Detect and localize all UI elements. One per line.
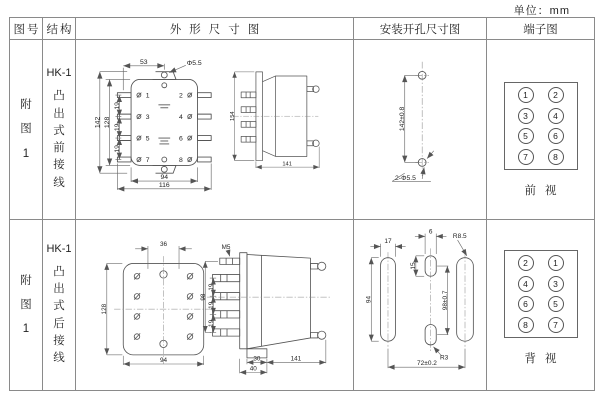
terminal-pin: 5	[548, 296, 564, 312]
dim-94: 94	[159, 357, 168, 365]
pin-number: 6	[178, 135, 183, 143]
terminal-pin: 1	[518, 87, 534, 103]
terminal-pin: 4	[518, 276, 534, 292]
dim-36: 36	[159, 241, 168, 249]
dim-53: 53	[139, 58, 148, 66]
dim-94: 94	[160, 174, 169, 182]
relay-front-view-drawing	[92, 56, 219, 193]
terminal-diagram	[504, 250, 578, 338]
terminal-pin: 7	[548, 317, 564, 333]
dim-128: 128	[100, 303, 108, 315]
row2-install-cell	[354, 220, 487, 390]
dim-phi55: Φ5.5	[186, 59, 202, 67]
dim-6: 6	[428, 228, 433, 236]
dim-98-07: 98±0.7	[441, 290, 449, 311]
pin-number: 5	[145, 135, 150, 143]
drill-plan-drawing	[362, 228, 478, 375]
fig-no-text: 附图1	[20, 99, 32, 160]
dim-hole-spacing: 142±0.8	[398, 106, 406, 132]
pin-number: 1	[145, 92, 150, 100]
dim-15: 15	[409, 262, 417, 270]
dim-128: 128	[104, 116, 112, 129]
install-dimensions	[392, 75, 434, 182]
dim-r85: R8.5	[452, 233, 467, 241]
row1-terminal-cell	[487, 40, 594, 220]
row1-outline-cell	[76, 40, 354, 220]
header-structure: 结构	[43, 18, 76, 40]
row2-fig-no	[10, 220, 43, 390]
relay-rear-side-view-drawing	[198, 240, 334, 376]
terminal-diagram	[504, 82, 578, 170]
dim-40: 40	[249, 365, 257, 373]
relay-side-view-drawing	[228, 62, 320, 170]
unit-label: 单位：mm	[513, 5, 570, 17]
terminal-studs	[241, 92, 256, 142]
terminal-pin: 6	[548, 128, 564, 144]
dim-141: 141	[282, 161, 292, 168]
terminal-pin: 1	[548, 255, 564, 271]
dim-19: 19	[207, 283, 215, 291]
spec-table	[9, 17, 595, 391]
dim-154: 154	[230, 111, 237, 121]
pin-numbers	[146, 93, 183, 164]
header-fig-no: 图号	[10, 18, 43, 40]
dim-19: 19	[207, 301, 215, 309]
row1-install-cell	[354, 40, 487, 220]
front-dimensions	[94, 59, 211, 190]
terminal-pin: 2	[518, 255, 534, 271]
dim-19: 19	[113, 102, 121, 110]
terminal-pin: 7	[518, 149, 534, 165]
dim-142: 142	[94, 116, 102, 129]
rear-side-dimensions	[200, 244, 326, 373]
pin-number: 2	[178, 92, 183, 100]
pin-number: 4	[178, 114, 183, 122]
back-dimensions	[101, 241, 204, 365]
dim-116: 116	[158, 181, 170, 189]
dim-19: 19	[113, 145, 121, 153]
dim-hole-size: 2-Φ5.5	[395, 174, 416, 182]
view-label: 前视	[524, 185, 566, 197]
structure-text: 凸出式前接线	[53, 90, 65, 189]
terminal-pin: 2	[548, 87, 564, 103]
header-install: 安装开孔尺寸图	[354, 18, 487, 40]
pin-number: 7	[145, 156, 150, 164]
header-outline: 外形尺寸图	[76, 18, 354, 40]
contact-symbols	[158, 105, 170, 144]
pin-number: 8	[178, 156, 183, 164]
mounting-slots	[381, 256, 474, 345]
dim-19: 19	[113, 123, 121, 132]
screw-symbols	[137, 93, 192, 162]
dim-17: 17	[384, 237, 392, 245]
dim-30: 30	[253, 355, 261, 363]
drill-plan-drawing	[366, 54, 458, 185]
row2-terminal-cell	[487, 220, 594, 390]
row2-structure	[43, 220, 76, 390]
fig-no-text: 附图1	[20, 274, 32, 336]
dim-r3: R3	[439, 354, 449, 362]
terminal-pin: 8	[518, 317, 534, 333]
model-text: HK-1	[46, 242, 72, 255]
terminal-pin: 6	[518, 296, 534, 312]
dim-141: 141	[290, 355, 302, 363]
model-text: HK-1	[46, 67, 72, 80]
row1-structure	[43, 40, 76, 220]
header-terminal: 端子图	[487, 18, 594, 40]
terminal-pin: 3	[518, 108, 534, 124]
row2-outline-cell	[76, 220, 354, 390]
terminal-pin: 5	[518, 128, 534, 144]
dim-72: 72±0.2	[417, 359, 437, 367]
terminal-pin: 4	[548, 108, 564, 124]
pin-number: 3	[145, 114, 150, 122]
relay-side-outline	[240, 253, 326, 358]
view-label: 背视	[524, 353, 566, 365]
dim-94: 94	[365, 295, 373, 304]
dim-98: 98	[199, 293, 207, 301]
side-dimensions	[230, 72, 319, 168]
dim-19: 19	[207, 319, 215, 327]
structure-text: 凸出式后接线	[53, 265, 65, 364]
terminal-pin: 3	[548, 276, 564, 292]
terminal-pin: 8	[548, 149, 564, 165]
dim-m5: M5	[221, 244, 231, 252]
row1-fig-no	[10, 40, 43, 220]
